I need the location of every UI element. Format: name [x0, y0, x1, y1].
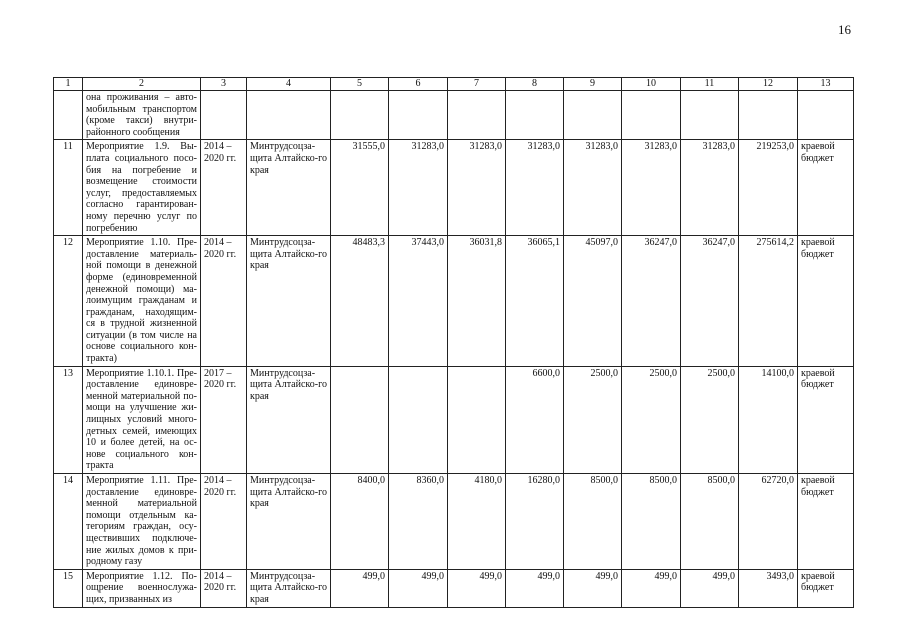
value-2017: 36065,1: [506, 236, 564, 367]
column-header: 7: [448, 78, 506, 91]
value-2014: 31555,0: [331, 140, 389, 236]
value-2018: 31283,0: [564, 140, 622, 236]
value-2017: 499,0: [506, 569, 564, 607]
row-number: 12: [54, 236, 83, 367]
value-2014: 499,0: [331, 569, 389, 607]
value-2019: 2500,0: [622, 366, 681, 473]
funding-source: краевой бюджет: [798, 474, 854, 570]
value-2014: [331, 366, 389, 473]
value-2017: [506, 91, 564, 140]
period: 2014 – 2020 гг.: [201, 140, 247, 236]
executor: [247, 91, 331, 140]
executor: Минтрудсоцза-щита Алтайско-го края: [247, 366, 331, 473]
column-header: 1: [54, 78, 83, 91]
value-2019: [622, 91, 681, 140]
row-number: 15: [54, 569, 83, 607]
executor: Минтрудсоцза-щита Алтайско-го края: [247, 474, 331, 570]
value-total: 219253,0: [739, 140, 798, 236]
row-number: 14: [54, 474, 83, 570]
column-header: 12: [739, 78, 798, 91]
row-number: 11: [54, 140, 83, 236]
value-total: 275614,2: [739, 236, 798, 367]
value-2015: 499,0: [389, 569, 448, 607]
funding-source: [798, 91, 854, 140]
value-2020: 31283,0: [681, 140, 739, 236]
column-header: 11: [681, 78, 739, 91]
column-number-row: [54, 78, 854, 91]
measure-description: Мероприятие 1.9. Вы-плата социального посо-бия на погребение и возмещение стоимости услуг, предоставляемых согласно гарантирован-ному перечню услуг по погребению: [83, 140, 201, 236]
value-2019: 499,0: [622, 569, 681, 607]
value-2018: 499,0: [564, 569, 622, 607]
column-header: 2: [83, 78, 201, 91]
column-header: 13: [798, 78, 854, 91]
value-2015: [389, 91, 448, 140]
value-2015: 8360,0: [389, 474, 448, 570]
value-total: [739, 91, 798, 140]
value-total: 3493,0: [739, 569, 798, 607]
value-total: 14100,0: [739, 366, 798, 473]
funding-source: краевой бюджет: [798, 569, 854, 607]
value-2020: [681, 91, 739, 140]
value-2016: [448, 91, 506, 140]
period: 2014 – 2020 гг.: [201, 474, 247, 570]
executor: Минтрудсоцза-щита Алтайско-го края: [247, 140, 331, 236]
program-measures-table: [53, 77, 854, 608]
row-number: 13: [54, 366, 83, 473]
table-row-continuation: [54, 91, 854, 140]
value-2014: 8400,0: [331, 474, 389, 570]
row-number: [54, 91, 83, 140]
value-2020: 36247,0: [681, 236, 739, 367]
value-2015: [389, 366, 448, 473]
measure-description: Мероприятие 1.11. Пре-доставление единовре-менной материальной помощи отдельным ка-тегориям граждан, осу-ществивших подключе-ние жилых домов к при-родному газу: [83, 474, 201, 570]
funding-source: краевой бюджет: [798, 140, 854, 236]
column-header: 5: [331, 78, 389, 91]
period: 2017 – 2020 гг.: [201, 366, 247, 473]
value-2015: 37443,0: [389, 236, 448, 367]
table-row: [54, 569, 854, 607]
value-2018: 2500,0: [564, 366, 622, 473]
measure-description: она проживания – авто-мобильным транспортом (кроме такси) внутри-районного сообщения: [83, 91, 201, 140]
value-2016: 36031,8: [448, 236, 506, 367]
column-header: 6: [389, 78, 448, 91]
value-total: 62720,0: [739, 474, 798, 570]
period: 2014 – 2020 гг.: [201, 569, 247, 607]
funding-source: краевой бюджет: [798, 366, 854, 473]
value-2020: 2500,0: [681, 366, 739, 473]
value-2018: [564, 91, 622, 140]
value-2019: 36247,0: [622, 236, 681, 367]
table-row: [54, 474, 854, 570]
value-2015: 31283,0: [389, 140, 448, 236]
value-2020: 499,0: [681, 569, 739, 607]
executor: Минтрудсоцза-щита Алтайско-го края: [247, 569, 331, 607]
column-header: 9: [564, 78, 622, 91]
executor: Минтрудсоцза-щита Алтайско-го края: [247, 236, 331, 367]
column-header: 8: [506, 78, 564, 91]
measure-description: Мероприятие 1.10. Пре-доставление материаль-ной помощи в денежной форме (единовременной денежной помощи) ма-лоимущим гражданам и гражданам, находящим-ся в трудной жизненной ситуации (в том числе на основе социального кон-тракта): [83, 236, 201, 367]
table-row: [54, 366, 854, 473]
column-header: 3: [201, 78, 247, 91]
period: 2014 – 2020 гг.: [201, 236, 247, 367]
period: [201, 91, 247, 140]
table-row: [54, 236, 854, 367]
value-2014: [331, 91, 389, 140]
value-2019: 8500,0: [622, 474, 681, 570]
value-2017: 6600,0: [506, 366, 564, 473]
table-row: [54, 140, 854, 236]
value-2016: 499,0: [448, 569, 506, 607]
value-2018: 45097,0: [564, 236, 622, 367]
column-header: 4: [247, 78, 331, 91]
value-2019: 31283,0: [622, 140, 681, 236]
measure-description: Мероприятие 1.10.1. Пре-доставление единовре-менной материальной по-мощи на улучшение жи-лищных условий много-детных семей, имеющих 10 и более детей, на ос-нове социального кон-тракта: [83, 366, 201, 473]
column-header: 10: [622, 78, 681, 91]
measure-description: Мероприятие 1.12. По-ощрение военнослужа-щих, призванных из: [83, 569, 201, 607]
value-2016: 31283,0: [448, 140, 506, 236]
value-2016: [448, 366, 506, 473]
value-2017: 31283,0: [506, 140, 564, 236]
value-2020: 8500,0: [681, 474, 739, 570]
value-2016: 4180,0: [448, 474, 506, 570]
page-number: 16: [838, 22, 851, 37]
value-2018: 8500,0: [564, 474, 622, 570]
funding-source: краевой бюджет: [798, 236, 854, 367]
value-2017: 16280,0: [506, 474, 564, 570]
value-2014: 48483,3: [331, 236, 389, 367]
